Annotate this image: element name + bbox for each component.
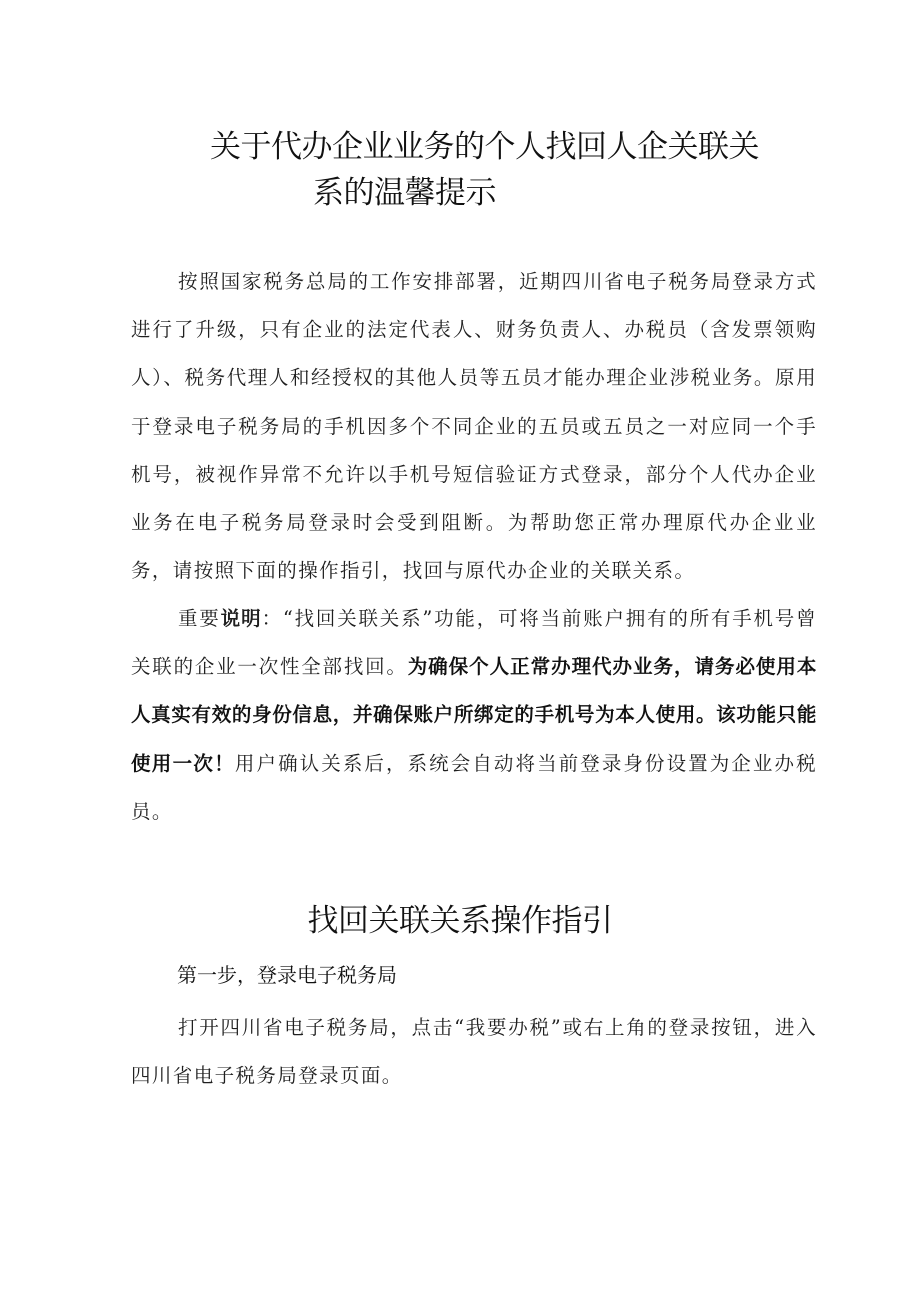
document-title-line-1: 关于代办企业业务的个人找回人企关联关 — [210, 129, 759, 165]
intro-paragraph: 按照国家税务总局的工作安排部署，近期四川省电子税务局登录方式进行了升级，只有企业的法定代表人、财务负责人、办税员（含发票领购人）、税务代理人和经授权的其他人员等五员才能办理企业涉税业务。原用于登录电子税务局的手机因多个不同企业的五员或五员之一对应同一个手机号，被视作异常不允许以手机号短信验证方式登录，部分个人代办企业业务在电子税务局登录时会受到阻断。为帮助您正常办理原代办企业业务，请按照下面的操作指引，找回与原代办企业的关联关系。 — [131, 270, 817, 583]
note-tail: 用户确认关系后，系统会自动将当前登录身份设置为企业办税员。 — [131, 751, 817, 823]
note-prefix: 重要 — [178, 607, 221, 630]
note-intro: ：“找回关联关系”功能，可将当前账户拥有的所有手机号曾关联的企业一次性全部找回。 — [131, 607, 817, 679]
document-title-line-2: 系的温馨提示 — [313, 175, 496, 211]
note-label: 说明 — [220, 607, 262, 630]
step-1-paragraph: 打开四川省电子税务局，点击“我要办税”或右上角的登录按钮，进入四川省电子税务局登录页面。 — [131, 1016, 817, 1088]
important-note-paragraph — [131, 595, 817, 836]
section-title: 找回关联关系操作指引 — [307, 903, 613, 939]
step-1-heading: 第一步，登录电子税务局 — [177, 963, 397, 987]
note-emphasis: 为确保个人正常办理代办业务，请务必使用本人真实有效的身份信息，并确保账户所绑定的手机号为本人使用。该功能只能使用一次！ — [131, 655, 817, 775]
